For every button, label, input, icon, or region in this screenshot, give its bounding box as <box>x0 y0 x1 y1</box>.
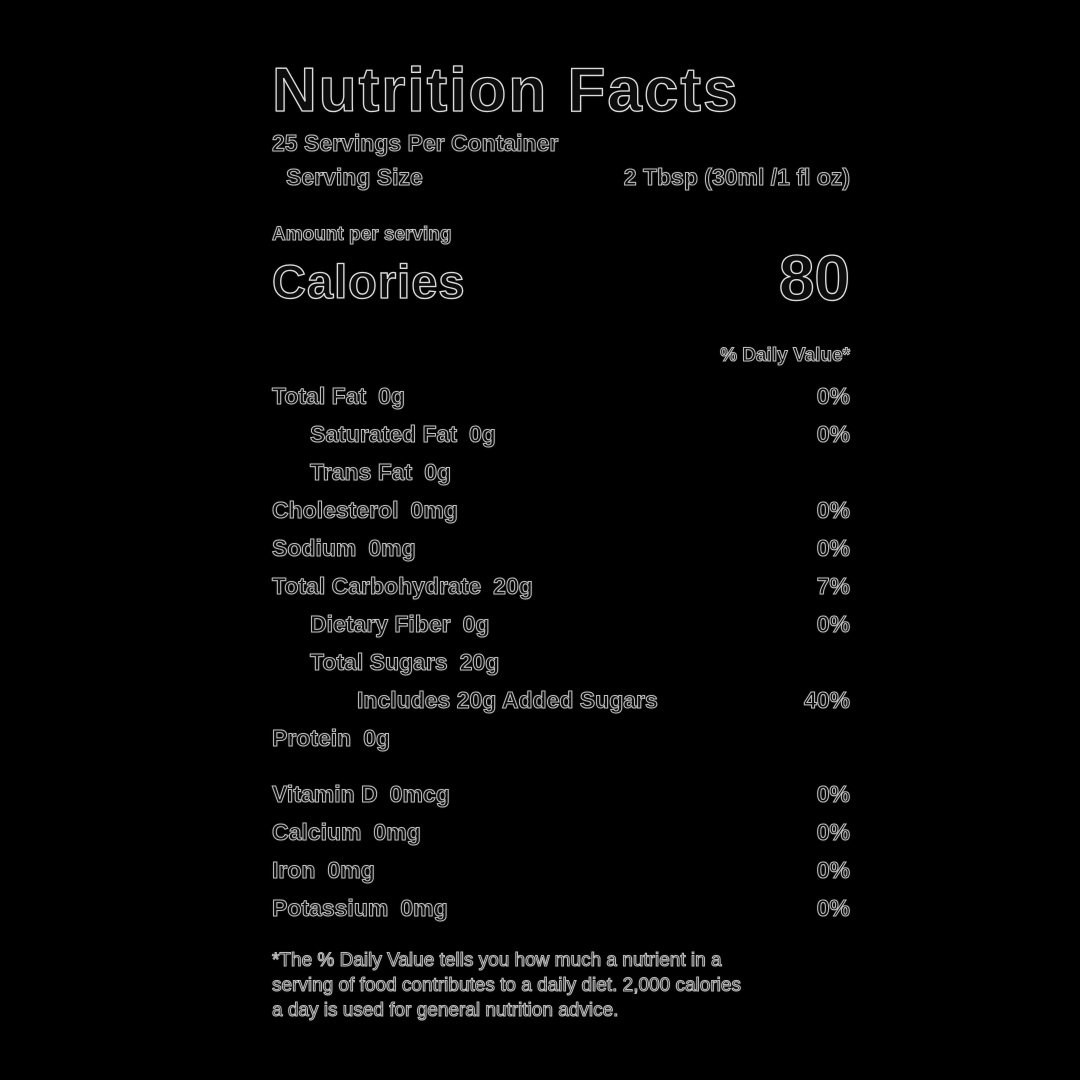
row-sodium <box>272 535 850 573</box>
nutrient-name: Vitamin D <box>272 781 378 807</box>
nutrient-name: Protein <box>272 725 352 751</box>
servings-per-container: 25 Servings Per Container <box>272 130 559 157</box>
nutrient-name: Includes 20g Added Sugars <box>357 687 658 713</box>
nutrient-name: Total Carbohydrate <box>272 573 482 599</box>
nutrient-dv: 0% <box>816 497 850 523</box>
nutrient-rows <box>272 383 850 763</box>
nutrient-dv: 0% <box>816 781 850 807</box>
row-potassium <box>272 895 850 933</box>
row-cholesterol <box>272 497 850 535</box>
calories-section <box>272 224 850 314</box>
nutrient-dv: 0% <box>816 895 850 921</box>
nutrient-name: Total Fat <box>272 383 367 409</box>
serving-size-row <box>272 164 850 191</box>
nutrient-name: Iron <box>272 857 316 883</box>
label-title: Nutrition Facts <box>272 56 740 125</box>
nutrient-amount: 0g <box>424 459 452 485</box>
amount-per-serving-label: Amount per serving <box>272 224 452 245</box>
row-total-carbohydrate <box>272 573 850 611</box>
calories-value: 80 <box>778 242 850 314</box>
nutrient-name: Total Sugars <box>310 649 448 675</box>
nutrient-name: Trans Fat <box>310 459 413 485</box>
serving-size-value: 2 Tbsp (30ml /1 fl oz) <box>623 164 850 191</box>
nutrient-name: Saturated Fat <box>310 421 457 447</box>
row-protein <box>272 725 850 763</box>
nutrient-dv: 0% <box>816 819 850 845</box>
nutrient-amount: 0mg <box>373 819 421 845</box>
nutrient-dv: 0% <box>816 611 850 637</box>
nutrient-name: Cholesterol <box>272 497 399 523</box>
calories-row <box>272 242 850 314</box>
row-iron <box>272 857 850 895</box>
row-trans-fat <box>272 459 850 497</box>
serving-size-label: Serving Size <box>286 164 423 191</box>
nutrient-dv: 0% <box>816 535 850 561</box>
nutrient-name: Potassium <box>272 895 389 921</box>
row-saturated-fat <box>272 421 850 459</box>
nutrient-name: Calcium <box>272 819 362 845</box>
nutrient-dv: 0% <box>816 857 850 883</box>
nutrient-name: Dietary Fiber <box>310 611 451 637</box>
footnote-line: a day is used for general nutrition advice. <box>272 1000 619 1021</box>
row-total-sugars <box>272 649 850 687</box>
footnote-line: serving of food contributes to a daily diet. 2,000 calories <box>272 975 741 996</box>
nutrient-amount: 0g <box>468 421 496 447</box>
nutrient-amount: 0mg <box>368 535 416 561</box>
nutrient-amount: 0mcg <box>389 781 450 807</box>
row-total-fat <box>272 383 850 421</box>
nutrient-amount: 20g <box>459 649 500 675</box>
daily-value-header: % Daily Value* <box>720 345 850 366</box>
calories-label: Calories <box>272 254 466 308</box>
daily-value-footnote <box>272 948 850 1023</box>
label-header <box>272 58 850 191</box>
nutrient-amount: 0g <box>363 725 391 751</box>
nutrient-name: Sodium <box>272 535 357 561</box>
row-dietary-fiber <box>272 611 850 649</box>
nutrient-dv: 0% <box>816 421 850 447</box>
nutrient-amount: 0mg <box>400 895 448 921</box>
nutrient-dv: 40% <box>803 687 850 713</box>
nutrient-amount: 0g <box>378 383 405 409</box>
nutrient-amount: 0g <box>462 611 490 637</box>
nutrient-amount: 0mg <box>410 497 458 523</box>
nutrient-dv: 0% <box>816 383 850 409</box>
row-vitamin-d <box>272 781 850 819</box>
micronutrient-rows <box>272 781 850 933</box>
row-calcium <box>272 819 850 857</box>
row-added-sugars <box>272 687 850 725</box>
footnote-line: *The % Daily Value tells you how much a nutrient in a <box>272 950 722 971</box>
nutrient-dv: 7% <box>816 573 850 599</box>
nutrient-amount: 0mg <box>327 857 375 883</box>
nutrient-amount: 20g <box>493 573 533 599</box>
